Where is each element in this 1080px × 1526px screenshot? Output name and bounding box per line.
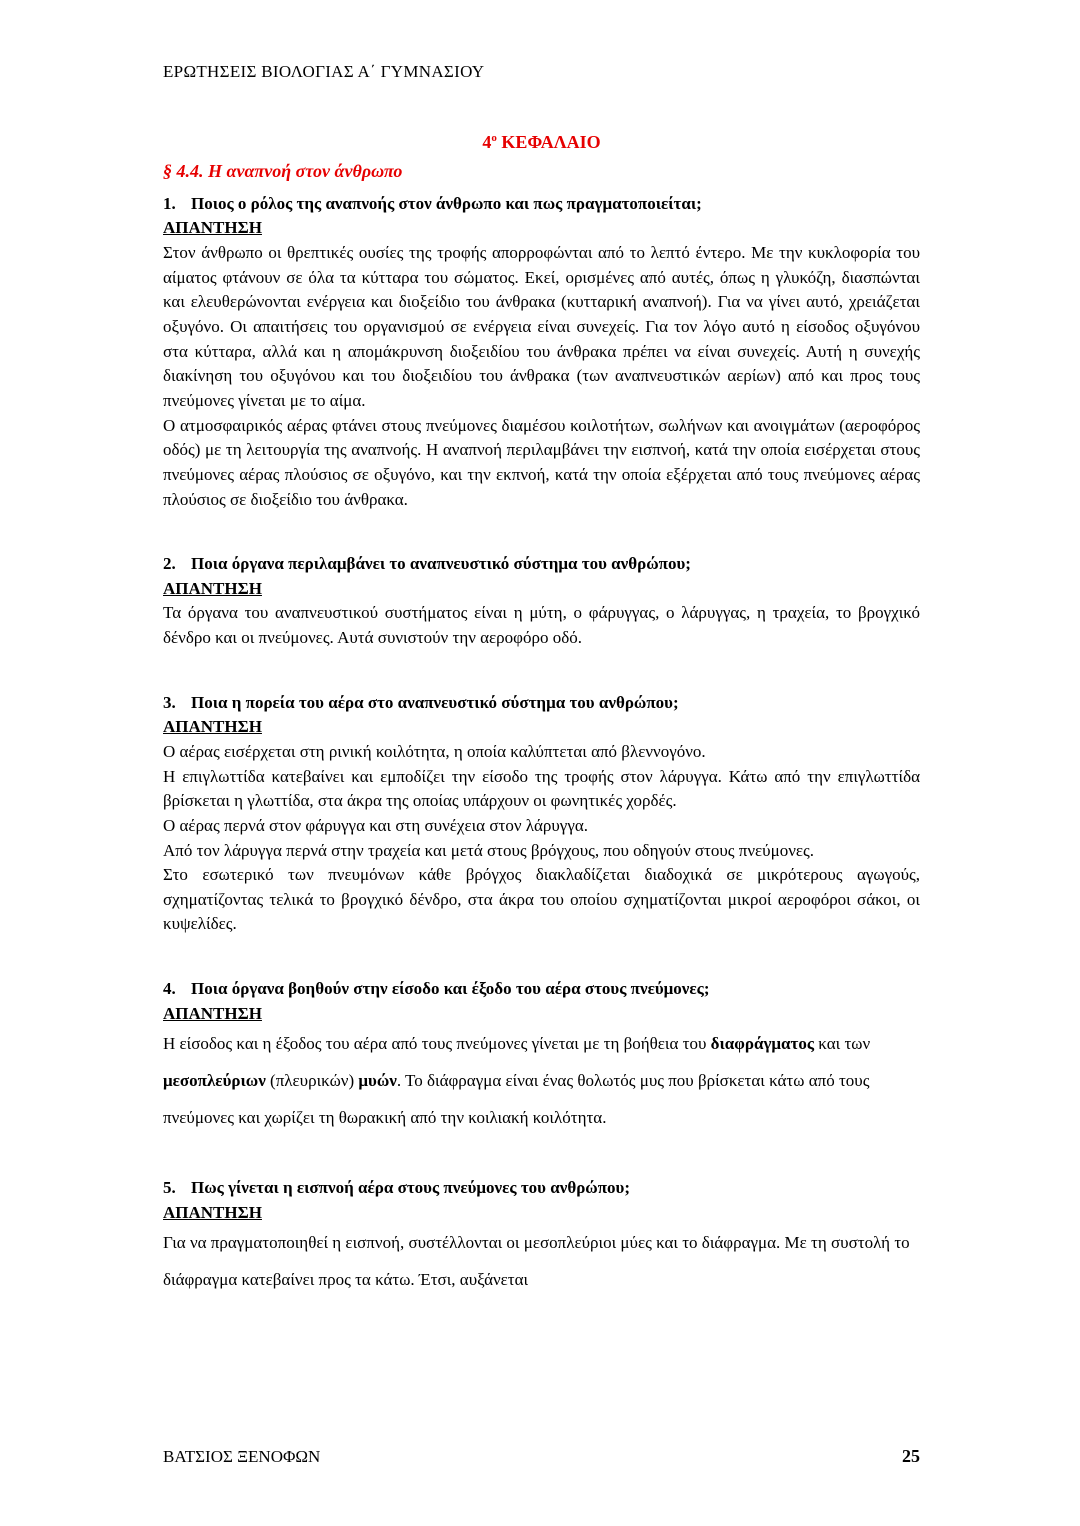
question-number: 1. <box>163 193 176 213</box>
question-text: Ποιος ο ρόλος της αναπνοής στον άνθρωπο και πως πραγματοποιείται; <box>191 193 702 213</box>
answer-paragraph: Η επιγλωττίδα κατεβαίνει και εμποδίζει την είσοδο της τροφής στον λάρυγγα. Κάτω από την επιγλωττίδα βρίσκεται η γλωττίδα, στα άκρα της οποίας υπάρχουν οι φωνητικές χορδές. <box>163 766 920 811</box>
question-block-1 <box>163 192 920 512</box>
answer-body <box>163 241 920 512</box>
question-block-5 <box>163 1176 920 1298</box>
chapter-title <box>163 129 920 155</box>
answer-label: ΑΠΑΝΤΗΣΗ <box>163 1003 262 1023</box>
answer-paragraph: Στον άνθρωπο οι θρεπτικές ουσίες της τροφής απορροφώνται από το λεπτό έντερο. Με την κυκλοφορία του αίματος φτάνουν σε όλα τα κύτταρα του σώματος. Εκεί, ορισμένες από αυτές, όπως η γλυκόζη, διασπώνται και ελευθερώνονται ενέργεια και διοξείδιο του άνθρακα (κυτταρική αναπνοή). Για να γίνει αυτό, χρειάζεται οξυγόνο. Οι απαιτήσεις του οργανισμού σε ενέργεια είναι συνεχείς. Για τον λόγο αυτό η είσοδος οξυγόνου στα κύτταρα, αλλά και η απομάκρυνση διοξειδίου του άνθρακα πρέπει να είναι συνεχείς. Αυτή η συνεχής διακίνηση του οξυγόνου και του διοξειδίου του άνθρακα (των αναπνευστικών αερίων) από και προς τους πνεύμονες γίνεται με το αίμα. <box>163 243 920 410</box>
document-header: ΕΡΩΤΗΣΕΙΣ ΒΙΟΛΟΓΙΑΣ Α΄ ΓΥΜΝΑΣΙΟΥ <box>163 62 485 81</box>
question-block-4 <box>163 977 920 1136</box>
chapter-number: 4 <box>482 131 492 152</box>
answer-segment-bold: μεσοπλεύριων <box>163 1070 266 1090</box>
question-title <box>163 977 920 1002</box>
answer-paragraph <box>163 1026 920 1136</box>
question-title <box>163 691 920 716</box>
question-block-2 <box>163 552 920 651</box>
answer-paragraph: Για να πραγματοποιηθεί η εισπνοή, συστέλλονται οι μεσοπλεύριοι μύες και το διάφραγμα. Με τη συστολή το διάφραγμα κατεβαίνει προς τα κάτω. Έτσι, αυξάνεται <box>163 1233 910 1289</box>
answer-label: ΑΠΑΝΤΗΣΗ <box>163 578 262 598</box>
answer-body <box>163 740 920 937</box>
answer-paragraph: Ο ατμοσφαιρικός αέρας φτάνει στους πνεύμονες διαμέσου κοιλοτήτων, σωλήνων και ανοιγμάτων (αεροφόρος οδός) με τη λειτουργία της αναπνοής. Η αναπνοή περιλαμβάνει την εισπνοή, κατά την οποία εισέρχεται στους πνεύμονες αέρας πλούσιος σε οξυγόνο, και την εκπνοή, κατά την οποία εξέρχεται από τους πνεύμονες αέρας πλούσιος σε διοξείδιο του άνθρακα. <box>163 415 920 509</box>
answer-segment: Η είσοδος και η έξοδος του αέρα από τους πνεύμονες γίνεται με τη βοήθεια του <box>163 1034 711 1054</box>
footer-author: ΒΑΤΣΙΟΣ ΞΕΝΟΦΩΝ <box>163 1447 321 1467</box>
question-text: Ποια η πορεία του αέρα στο αναπνευστικό σύστημα του ανθρώπου; <box>191 692 679 712</box>
answer-body <box>163 601 920 650</box>
question-number: 2. <box>163 554 176 574</box>
answer-segment-bold: μυών <box>358 1070 397 1090</box>
answer-paragraph: Ο αέρας εισέρχεται στη ρινική κοιλότητα, η οποία καλύπτεται από βλεννογόνο. <box>163 742 706 761</box>
answer-segment: και των <box>814 1034 871 1054</box>
answer-paragraph: Τα όργανα του αναπνευστικού συστήματος είναι η μύτη, ο φάρυγγας, ο λάρυγγας, η τραχεία, το βρογχικό δένδρο και οι πνεύμονες. Αυτά συνιστούν την αεροφόρο οδό. <box>163 603 920 648</box>
section-heading: § 4.4. Η αναπνοή στον άνθρωπο <box>163 160 403 181</box>
answer-paragraph: Ο αέρας περνά στον φάρυγγα και στη συνέχεια στον λάρυγγα. <box>163 815 588 835</box>
question-number: 3. <box>163 692 176 712</box>
answer-body <box>163 1225 920 1298</box>
answer-segment: (πλευρικών) <box>265 1070 359 1090</box>
question-text: Ποια όργανα βοηθούν στην είσοδο και έξοδο του αέρα στους πνεύμονες; <box>191 979 710 999</box>
question-text: Πως γίνεται η εισπνοή αέρα στους πνεύμονες του ανθρώπου; <box>191 1178 631 1198</box>
document-footer <box>163 1443 920 1470</box>
answer-segment: . Το διάφραγμα είναι ένας θολωτός μυς που βρίσκεται κάτω από τους πνεύμονες και χωρίζει τη θωρακική από την κοιλιακή κοιλότητα. <box>163 1070 870 1127</box>
question-title <box>163 192 920 217</box>
answer-segment-bold: διαφράγματος <box>710 1034 815 1054</box>
answer-paragraph: Στο εσωτερικό των πνευμόνων κάθε βρόγχος διακλαδίζεται διαδοχικά σε μικρότερους αγωγούς, σχηματίζοντας τελικά το βρογχικό δένδρο, στα άκρα του οποίου σχηματίζονται μικροί αεροφόροι σάκοι, οι κυψελίδες. <box>163 865 920 934</box>
chapter-ordinal-sup: ο <box>491 131 497 144</box>
question-title <box>163 552 920 577</box>
answer-label: ΑΠΑΝΤΗΣΗ <box>163 717 262 737</box>
chapter-word: ΚΕΦΑΛΑΙΟ <box>496 131 601 152</box>
answer-label: ΑΠΑΝΤΗΣΗ <box>163 218 262 238</box>
question-text: Ποια όργανα περιλαμβάνει το αναπνευστικό σύστημα του ανθρώπου; <box>191 554 691 574</box>
page-number: 25 <box>902 1446 920 1467</box>
question-title <box>163 1176 920 1201</box>
question-block-3 <box>163 691 920 937</box>
answer-paragraph: Από τον λάρυγγα περνά στην τραχεία και μετά στους βρόγχους, που οδηγούν στους πνεύμονες. <box>163 840 815 860</box>
question-number: 4. <box>163 979 176 999</box>
answer-body <box>163 1026 920 1136</box>
question-number: 5. <box>163 1178 176 1198</box>
answer-label: ΑΠΑΝΤΗΣΗ <box>163 1202 262 1222</box>
